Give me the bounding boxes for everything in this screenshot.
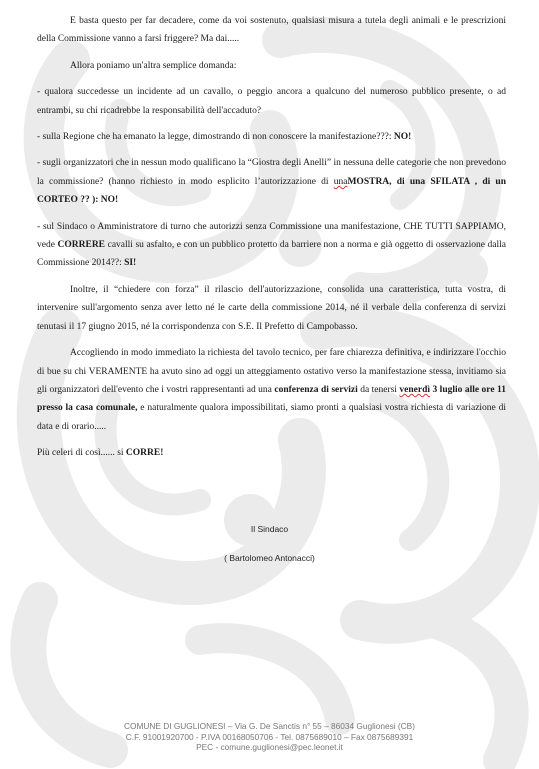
- paragraph-8-bold-1: conferenza di servizi: [274, 384, 358, 395]
- paragraph-6-text-1: - sul Sindaco o Amministratore di turno che autorizzi senza Commissione una manifestazione, CHE TUTTI SAPPIAMO, vede: [37, 221, 506, 251]
- paragraph-1: E basta questo per far decadere, come da voi sostenuto, qualsiasi misura a tutela degli animali e le prescrizioni della Commissione vanno a farsi friggere? Ma dai.....: [37, 16, 506, 45]
- footer: [0, 721, 539, 753]
- paragraph-9: [37, 444, 506, 462]
- paragraph-2: Allora poniamo un'altra semplice domanda:: [70, 60, 237, 71]
- paragraph-6: [37, 218, 506, 273]
- paragraph-6-answer: SI!: [124, 258, 137, 269]
- paragraph-8-text-1: Accogliendo in modo immediato la richiesta del tavolo tecnico, per fare chiarezza definitiva, e indirizzare l'occhio di bue su chi VERAMENTE ha avuto sino ad oggi un atteggiamento ostativo verso la manifestazione stessa, invitiamo sia gli organizzatori dell'evento che i vostri rappresentanti ad una: [37, 348, 506, 395]
- signature-title: Il Sindaco: [250, 524, 289, 534]
- paragraph-4-text: - sulla Regione che ha emanato la legge, dimostrando di non conoscere la manifestazione???:: [37, 132, 394, 143]
- paragraph-5-text: - sugli organizzatori che in nessun modo qualificano la “Giostra degli Anelli” in nessuna delle categorie che non prevedono la commissione? (hanno richiesto in modo esplicito l’autorizzazione di: [37, 158, 506, 187]
- paragraph-4: [37, 128, 506, 146]
- letter-body: [37, 12, 506, 471]
- paragraph-5-una: una: [333, 176, 348, 187]
- paragraph-3: - qualora succedesse un incidente ad un cavallo, o peggio ancora a qualcuno del numeroso pubblico presente, o ad entrambi, su chi ricadrebbe la responsabilità dell'accaduto?: [37, 87, 506, 116]
- paragraph-9-text: Più celeri di così...... si: [37, 448, 126, 459]
- paragraph-5: [37, 154, 506, 209]
- footer-pec: PEC - comune.guglionesi@pec.leonet.it: [196, 742, 343, 752]
- paragraph-8: [37, 344, 506, 436]
- paragraph-8-bold-2: venerdì: [399, 384, 431, 395]
- paragraph-7: Inoltre, il “chiedere con forza” il rilascio dell'autorizzazione, consolida una caratteristica, tutta vostra, di intervenire sull'argomento senza aver letto né le carte della commissione 2014, né il verbale della conferenza di servizi tenutasi il 17 giugno 2015, né la corrispondenza con S.E. Il Prefetto di Campobasso.: [37, 284, 506, 332]
- paragraph-9-bold: CORRE!: [125, 448, 164, 459]
- paragraph-6-text-2: cavalli su asfalto, e con un pubblico protetto da barriere non a norma e già oggetto di osservazione dalla Commissione 2014??:: [37, 240, 507, 269]
- paragraph-8-text-3: e naturalmente qualora impossibilitati, siamo pronti a qualsiasi vostra richiesta di variazione di data e di orario.....: [37, 403, 507, 432]
- paragraph-8-text-2: da tenersi: [357, 384, 400, 395]
- footer-address: COMUNE DI GUGLIONESI – Via G. De Sanctis n° 55 – 86034 Guglionesi (CB): [124, 721, 415, 731]
- paragraph-5-answer: ): NO!: [92, 195, 119, 206]
- footer-fiscal: C.F. 91001920700 - P.IVA 00168050706 - Tel. 0875689010 – Fax 0875689391: [125, 731, 414, 742]
- paragraph-8-bold-3: 3 luglio alle ore 11 presso la casa comunale,: [37, 384, 507, 414]
- paragraph-5-bold: MOSTRA, di una SFILATA , di un CORTEO ??: [37, 176, 506, 206]
- paragraph-4-answer: NO!: [393, 132, 412, 143]
- signature-name: ( Bartolomeo Antonacci): [224, 553, 315, 563]
- paragraph-6-bold: CORRERE: [57, 240, 106, 251]
